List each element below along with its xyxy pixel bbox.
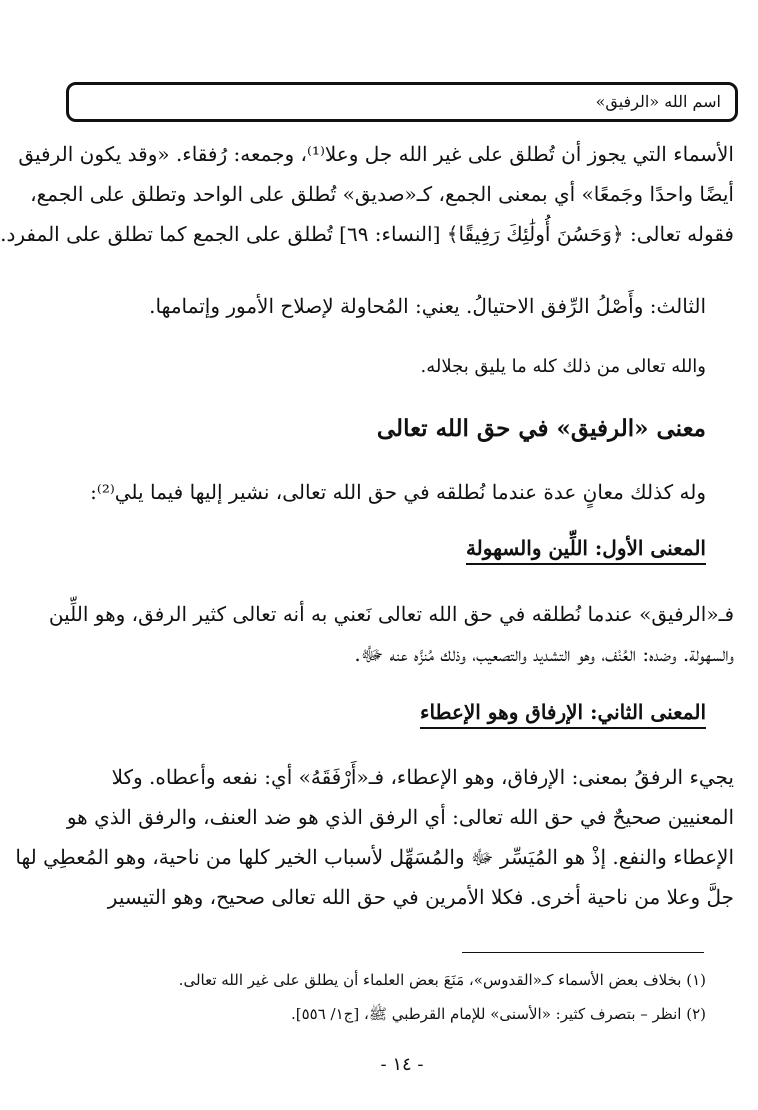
- subheading-meaning-1: المعنى الأول: اللِّين والسهولة: [466, 536, 706, 565]
- paragraph-3: [70, 347, 734, 387]
- text-line: جلَّ وعلا من ناحية أخرى. فكلا الأمرين في حق الله تعالى صحيح، وهو التيسير: [107, 885, 734, 909]
- paragraph-5: [48, 594, 734, 674]
- text-line: المعنيين صحيحٌ في حق الله تعالى: أي الرفق الذي هو ضد العنف، والرفق الذي هو: [66, 805, 734, 829]
- subheading-meaning-2: المعنى الثاني: الإرفاق وهو الإعطاء: [420, 700, 706, 729]
- text-line: والله تعالى من ذلك كله ما يليق بجلاله.: [420, 356, 706, 377]
- text-line: يجيء الرفقُ بمعنى: الإرفاق، وهو الإعطاء، فـ«أَرْفَقَهُ» أي: نفعه وأعطاه. وكلا: [111, 765, 734, 789]
- text-line: أيضًا واحدًا وجَمعًا» أي بمعنى الجمع، كـ«صديق» تُطلق على الواحد وتطلق على الجمع،: [30, 182, 734, 206]
- paragraph-2: [70, 286, 734, 326]
- section-heading: معنى «الرفيق» في حق الله تعالى: [376, 415, 706, 442]
- running-header: [66, 82, 738, 122]
- footnote-2: (٢) انظر – بتصرف كثير: «الأسنى» للإمام القرطبي ﷺ، [ج١/ ٥٥٦].: [290, 1005, 706, 1023]
- text-line: فـ«الرفيق» عندما نُطلقه في حق الله تعالى نَعني به أنه تعالى كثير الرفق، وهو اللِّين: [48, 602, 734, 626]
- text-line: الإعطاء والنفع. إذْ هو المُيَسِّر ﷻ والمُسَهِّل لأسباب الخير كلها من ناحية، وهو المُعطِي لها: [15, 845, 734, 869]
- footnote-divider: [462, 952, 704, 953]
- text-line: الأسماء التي يجوز أن تُطلق على غير الله جل وعلا⁽¹⁾، وجمعه: رُفقاء. «وقد يكون الرفيق: [18, 142, 734, 166]
- text-line: الثالث: وأَصْلُ الرِّفق الاحتيالُ. يعني: المُحاولة لإصلاح الأمور وإتمامها.: [149, 294, 706, 318]
- header-title: اسم الله «الرفيق»: [595, 92, 721, 111]
- text-line: فقوله تعالى: ﴿وَحَسُنَ أُولَٰئِكَ رَفِيقًا﴾ [النساء: ٦٩] تُطلق على الجمع كما تطلق على المفرد.: [0, 222, 734, 246]
- text-line: والسهولة. وضده: العُنْف، وهو التشديد والتصعيب، وذلك مُنزَّه عنه ﷻ.: [354, 642, 734, 666]
- page-number: - ١٤ -: [380, 1054, 424, 1075]
- paragraph-6: [15, 757, 734, 917]
- footnotes: [70, 963, 706, 1031]
- paragraph-1: [0, 134, 734, 254]
- text-line: وله كذلك معانٍ عدة عندما نُطلقه في حق الله تعالى، نشير إليها فيما يلي⁽²⁾:: [90, 480, 706, 504]
- paragraph-4: [70, 472, 734, 512]
- footnote-1: (١) بخلاف بعض الأسماء كـ«القدوس»، مَنَعَ بعض العلماء أن يطلق على غير الله تعالى.: [178, 971, 706, 989]
